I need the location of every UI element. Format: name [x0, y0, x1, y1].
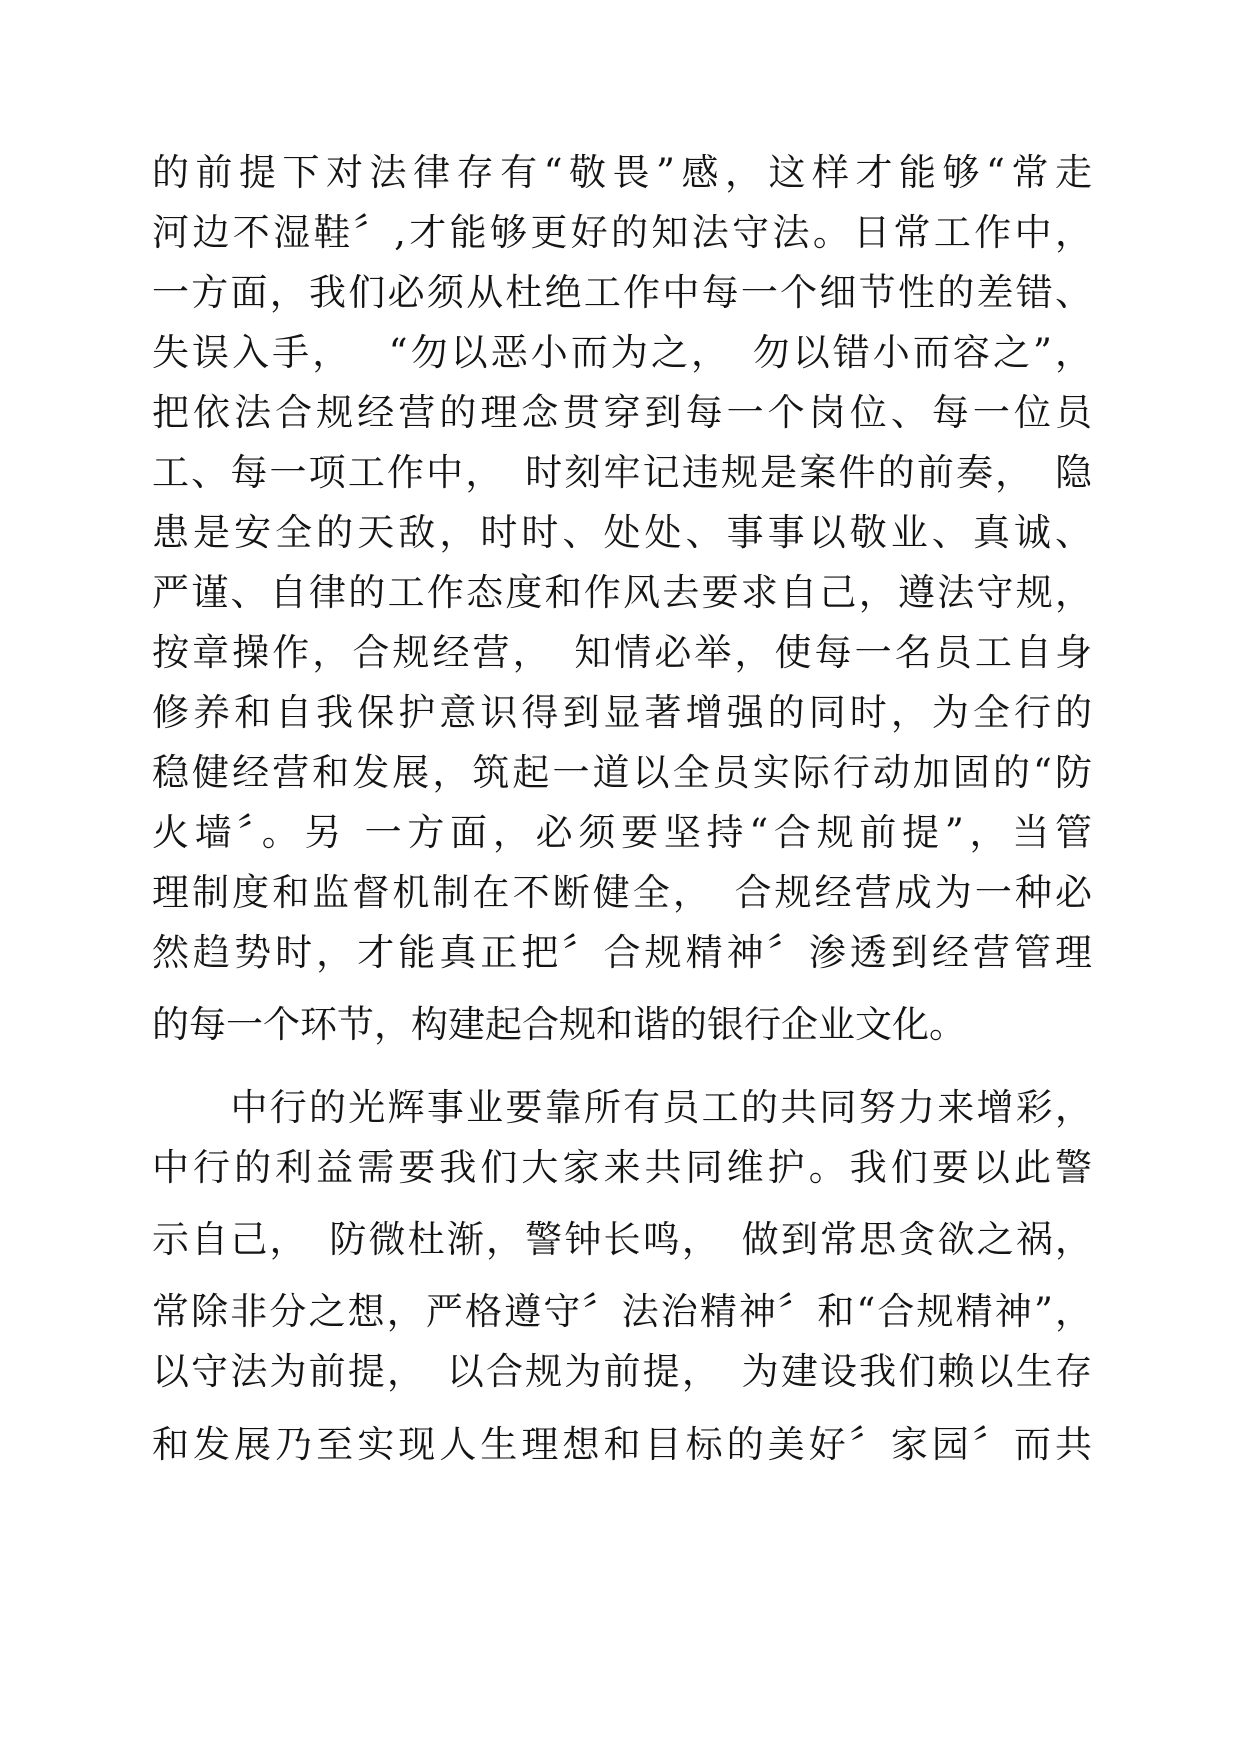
- text-line: 一方面，我们必须从杜绝工作中每一个细节性的差错、: [152, 271, 1092, 314]
- paragraph-last-line: 的每一个环节，构建起合规和谐的银行企业文化。: [152, 1003, 966, 1046]
- text-line: 示自己， 防微杜渐，警钟长鸣， 做到常思贪欲之祸，: [152, 1218, 1092, 1261]
- text-line: 稳健经营和发展，筑起一道以全员实际行动加固的“防: [152, 751, 1092, 794]
- text-line: 把依法合规经营的理念贯穿到每一个岗位、每一位员: [152, 391, 1092, 434]
- text-line: 以守法为前提， 以合规为前提， 为建设我们赖以生存: [152, 1350, 1092, 1393]
- text-line: 然趋势时，才能真正把〞合规精神〞渗透到经营管理: [152, 931, 1092, 974]
- text-line: 火墙〞。另 一方面，必须要坚持“合规前提”，当管: [152, 811, 1092, 854]
- text-line: 中行的利益需要我们大家来共同维护。我们要以此警: [152, 1146, 1092, 1189]
- text-line: 患是安全的天敌，时时、处处、事事以敬业、真诚、: [152, 511, 1092, 554]
- text-line: 严谨、自律的工作态度和作风去要求自己，遵法守规，: [152, 571, 1092, 614]
- text-line: 中行的光辉事业要靠所有员工的共同努力来增彩，: [152, 1086, 1092, 1129]
- text-line: 理制度和监督机制在不断健全， 合规经营成为一种必: [152, 871, 1092, 914]
- text-line: 河边不湿鞋〞,才能够更好的知法守法。日常工作中，: [152, 211, 1092, 254]
- text-line: 常除非分之想，严格遵守〞法治精神〞和“合规精神”，: [152, 1290, 1092, 1333]
- text-line: 和发展乃至实现人生理想和目标的美好〞家园〞而共: [152, 1423, 1092, 1466]
- text-line: 工、每一项工作中， 时刻牢记违规是案件的前奏， 隐: [152, 451, 1092, 494]
- text-line: 失误入手， “勿以恶小而为之， 勿以错小而容之”，: [152, 331, 1092, 374]
- text-line: 修养和自我保护意识得到显著增强的同时，为全行的: [152, 691, 1092, 734]
- text-line: 的前提下对法律存有“敬畏”感，这样才能够“常走: [152, 151, 1092, 194]
- text-line: 按章操作，合规经营， 知情必举，使每一名员工自身: [152, 631, 1092, 674]
